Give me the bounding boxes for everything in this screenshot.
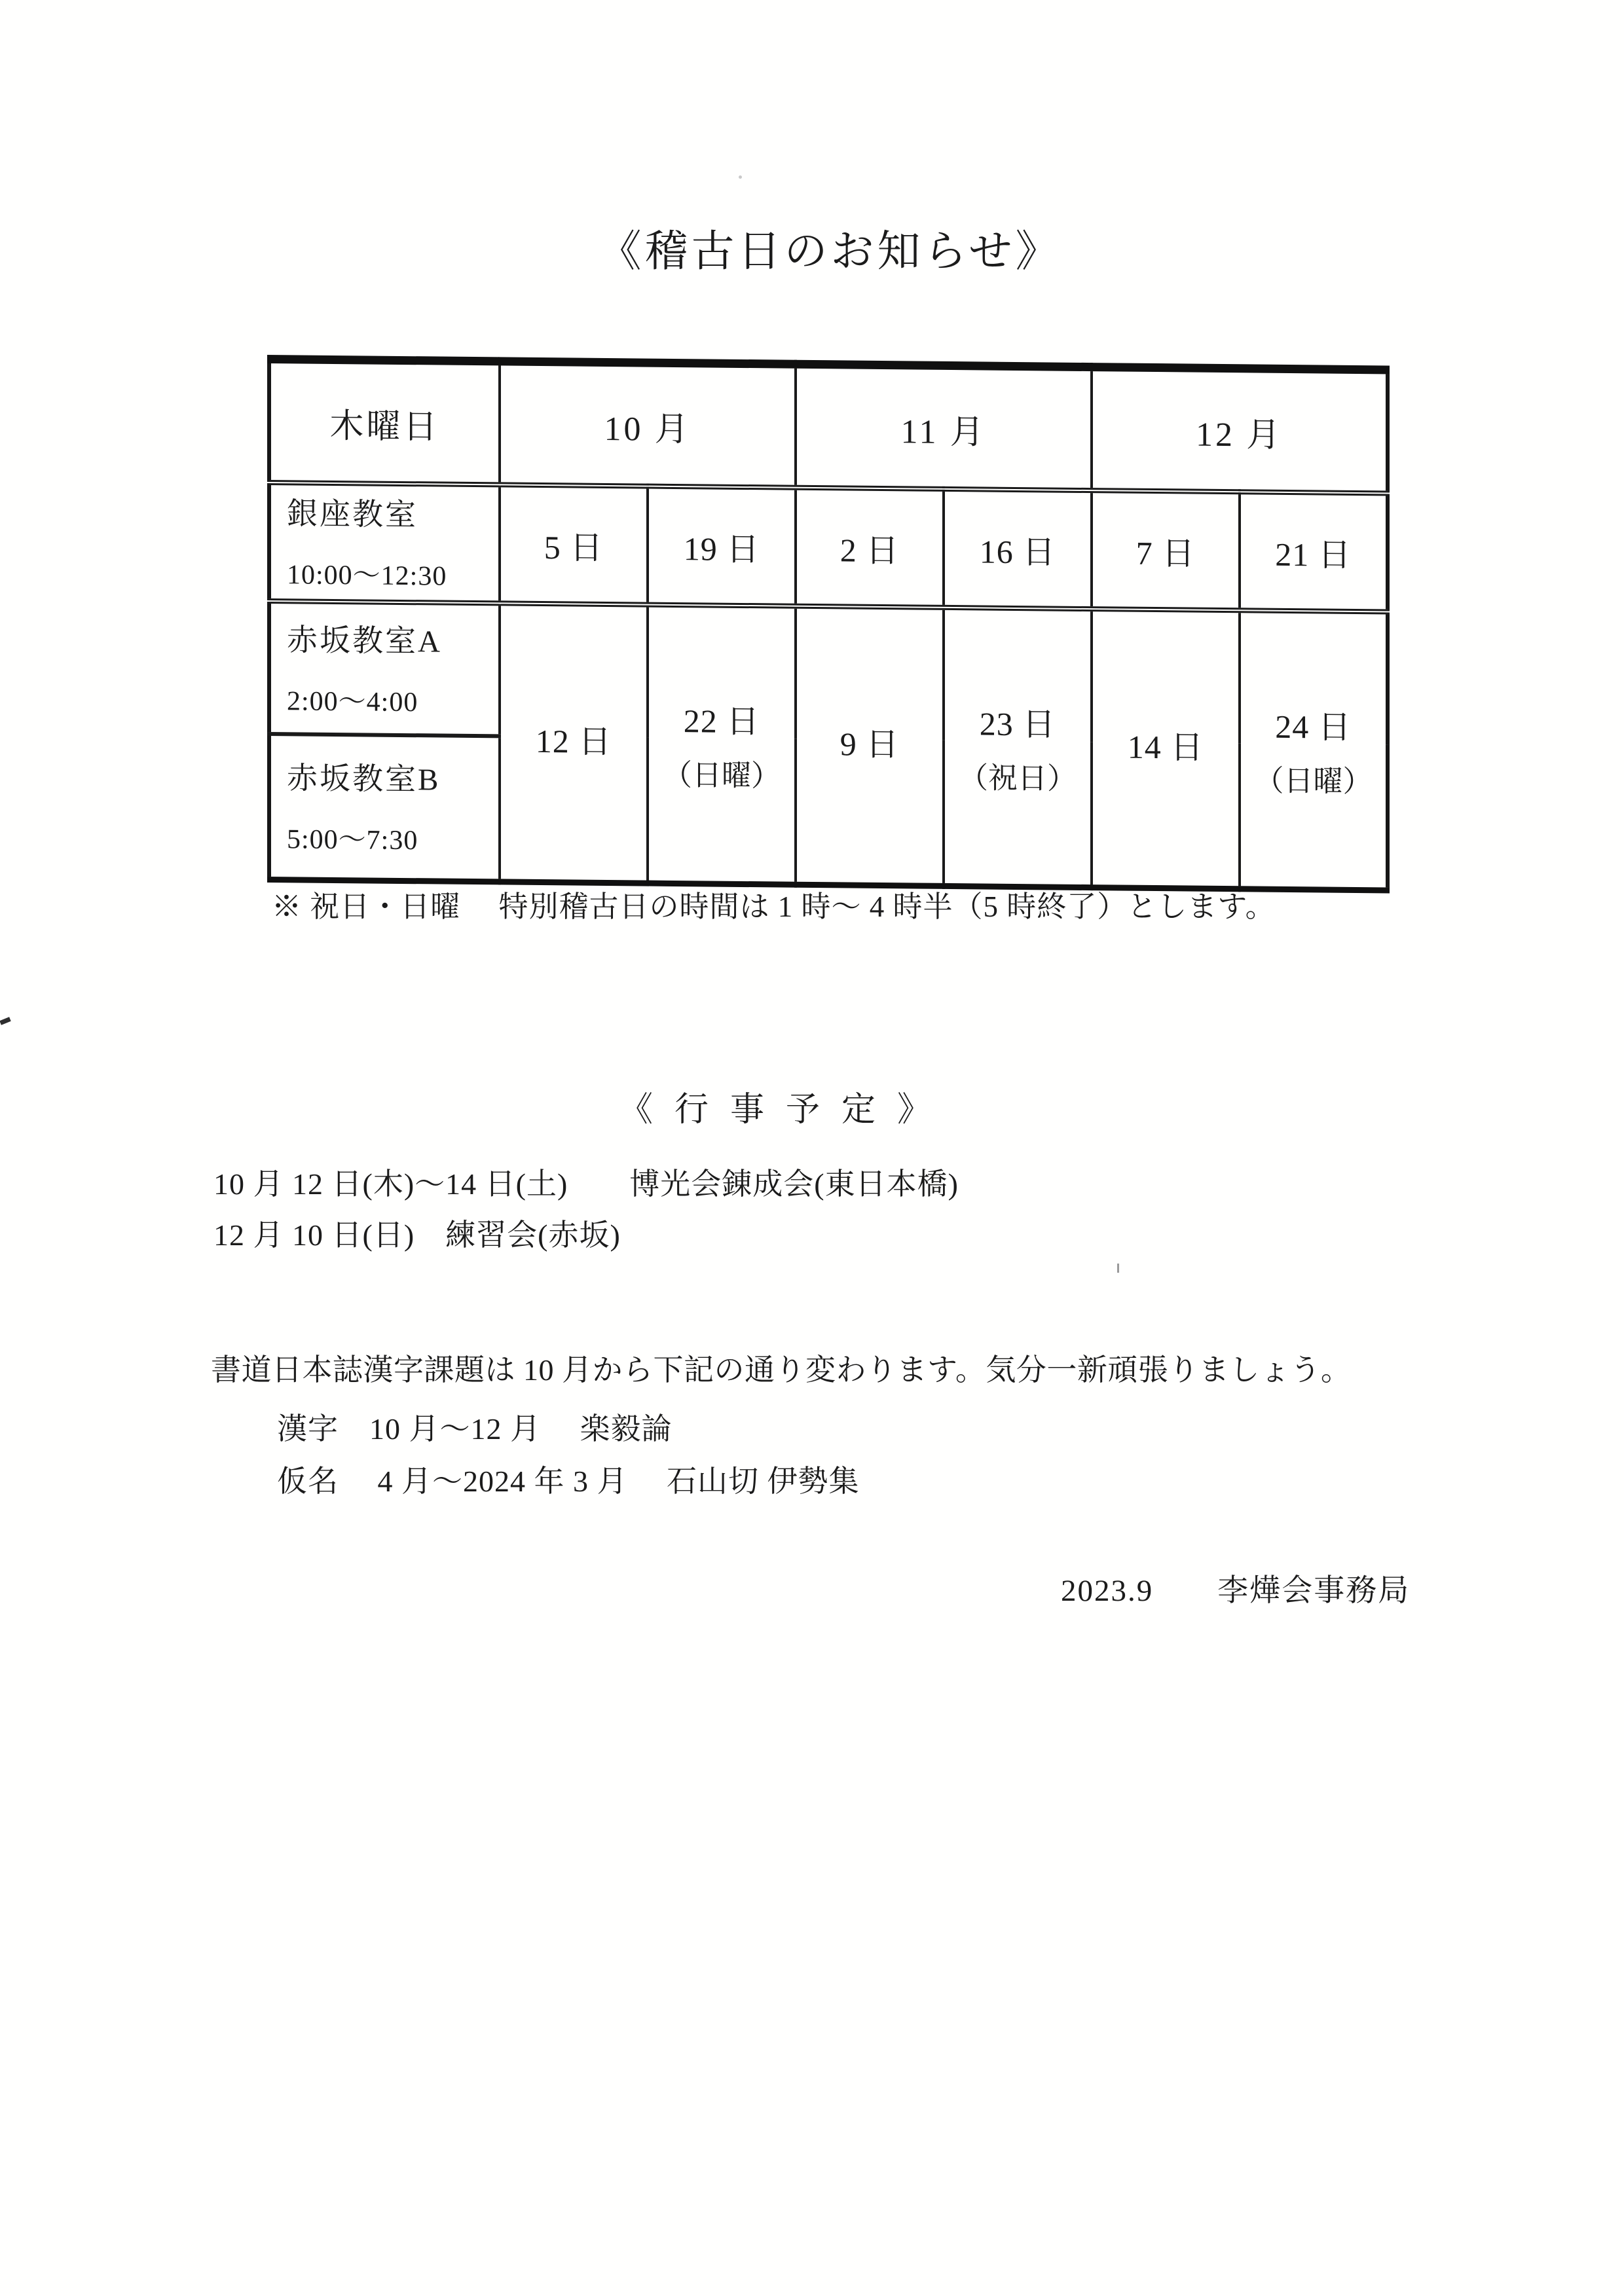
schedule-table — [267, 355, 1390, 893]
month-header-october: 10 月 — [500, 361, 796, 488]
date-note: （祝日） — [958, 761, 1077, 795]
date-day: 24 日 — [1275, 708, 1352, 746]
date-note — [1093, 776, 1238, 778]
assignment-kanji-line: 漢字 10 月～12 月 楽毅論 — [277, 1412, 673, 1446]
signature-line: 2023.9 李燁会事務局 — [1061, 1574, 1411, 1608]
akasaka-date-cell — [1240, 610, 1388, 890]
class-time: 5:00～7:30 — [287, 824, 418, 856]
scan-artifact — [1117, 1264, 1119, 1273]
ginza-date-cell: 7 日 — [1092, 490, 1240, 610]
akasaka-date-cell — [796, 606, 944, 886]
date-note — [501, 771, 646, 772]
date-note: （日曜） — [1254, 764, 1373, 799]
page-title: 《稽古日のお知らせ》 — [598, 228, 1062, 276]
class-name: 銀座教室 — [287, 497, 418, 533]
class-name: 赤坂教室A — [287, 623, 442, 659]
class-time: 2:00～4:00 — [287, 685, 418, 718]
date-note: （日曜） — [662, 758, 781, 793]
practice-schedule-table — [267, 355, 1390, 893]
table-row-ginza — [269, 483, 1388, 611]
class-name: 赤坂教室B — [287, 761, 441, 797]
class-time: 10:00～12:30 — [287, 560, 447, 592]
date-day: 9 日 — [840, 725, 900, 763]
akasaka-date-cell — [648, 605, 796, 885]
akasaka-date-cell — [500, 603, 648, 883]
date-day: 12 日 — [535, 722, 612, 760]
date-day: 14 日 — [1127, 728, 1204, 766]
assignment-intro: 書道日本誌漢字課題は 10 月から下記の通り変わります。気分一新頑張りましょう。 — [211, 1353, 1352, 1387]
class-label-ginza — [269, 483, 500, 603]
ginza-date-cell: 5 日 — [500, 484, 648, 604]
special-practice-footnote: ※ 祝日・日曜 特別稽古日の時間は 1 時～ 4 時半（5 時終了）とします。 — [272, 890, 1276, 923]
month-header-november: 11 月 — [796, 364, 1092, 490]
scan-artifact — [739, 175, 742, 179]
table-header-row — [269, 359, 1388, 494]
akasaka-date-cell — [1092, 609, 1240, 889]
date-day: 23 日 — [979, 705, 1056, 743]
akasaka-date-cell — [944, 608, 1092, 888]
date-note — [797, 773, 942, 774]
event-item: 10 月 12 日(木)～14 日(土) 博光会錬成会(東日本橋) — [213, 1167, 959, 1201]
class-label-akasaka-a — [269, 601, 500, 736]
table-corner-label: 木曜日 — [269, 359, 500, 485]
ginza-date-cell: 21 日 — [1240, 492, 1388, 611]
event-item: 12 月 10 日(日) 練習会(赤坂) — [213, 1218, 621, 1252]
ginza-date-cell: 16 日 — [944, 489, 1092, 609]
assignment-kana-line: 仮名 4 月～2024 年 3 月 石山切 伊勢集 — [277, 1465, 860, 1498]
events-heading: 《 行 事 予 定 》 — [619, 1091, 938, 1129]
ginza-date-cell: 2 日 — [796, 488, 944, 608]
ginza-date-cell: 19 日 — [648, 486, 796, 606]
date-day: 22 日 — [683, 702, 760, 740]
month-header-december: 12 月 — [1092, 367, 1388, 494]
scan-artifact — [0, 1017, 11, 1025]
class-label-akasaka-b — [269, 734, 500, 882]
table-row-akasaka-a — [269, 601, 1388, 744]
